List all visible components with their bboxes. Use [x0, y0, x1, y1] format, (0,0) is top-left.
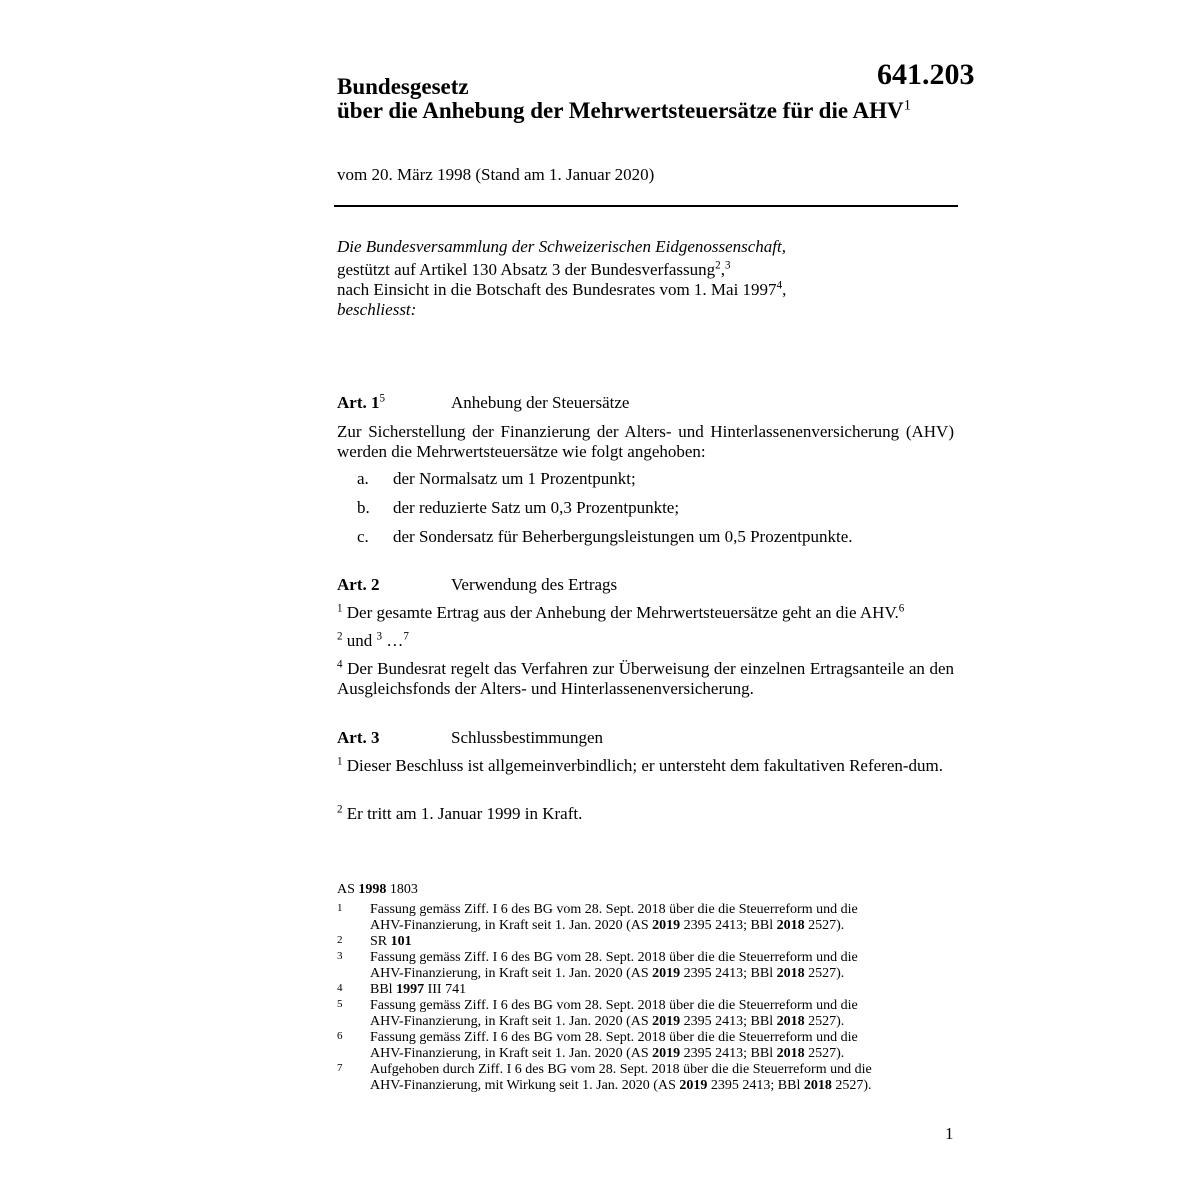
- footnote-6: 6 Fassung gemäss Ziff. I 6 des BG vom 28. Sept. 2018 über die die Steuerreform und die AHV-Finanzierung, in Kraft seit 1. Jan. 2020 (AS 2019 2395 2413; BBl 2018 2527).: [337, 1030, 858, 1061]
- footnote-1: 1 Fassung gemäss Ziff. I 6 des BG vom 28. Sept. 2018 über die die Steuerreform und die AHV-Finanzierung, in Kraft seit 1. Jan. 2020 (AS 2019 2395 2413; BBl 2018 2527).: [337, 902, 858, 933]
- footnote-5: 5 Fassung gemäss Ziff. I 6 des BG vom 28. Sept. 2018 über die die Steuerreform und die AHV-Finanzierung, in Kraft seit 1. Jan. 2020 (AS 2019 2395 2413; BBl 2018 2527).: [337, 998, 858, 1029]
- art-2-para-1: $^1$ Der gesamte Ertrag aus der Anhebung der Mehrwertsteuersätze geht an die AHV.$^6$: [337, 602, 905, 622]
- footnote-ref-5[interactable]: 5: [379, 392, 386, 405]
- footnote-3: 3 Fassung gemäss Ziff. I 6 des BG vom 28. Sept. 2018 über die die Steuerreform und die AHV-Finanzierung, in Kraft seit 1. Jan. 2020 (AS 2019 2395 2413; BBl 2018 2527).: [337, 950, 858, 981]
- preamble-basis: gestützt auf Artikel 130 Absatz 3 der Bundesverfassung$^2$,$^3$: [337, 259, 731, 279]
- art-3-para-2: $^2$ Er tritt am 1. Januar 1999 in Kraft.: [337, 803, 583, 823]
- preamble-assembly: Die Bundesversammlung der Schweizerischen Eidgenossenschaft,: [337, 237, 786, 256]
- law-date: vom 20. März 1998 (Stand am 1. Januar 2020): [337, 165, 655, 184]
- footnote-2: 2 SR 101: [337, 934, 412, 949]
- art-2-title: Verwendung des Ertrags: [451, 575, 618, 594]
- preamble-resolves: beschliesst:: [337, 300, 417, 319]
- art-2-para-4: $^4$ Der Bundesrat regelt das Verfahren zur Überweisung der einzelnen Ertragsanteile an den Ausgleichsfonds der Alters- und Hinterlassenenversicherung.: [337, 658, 954, 698]
- art-1-item-c: c. der Sondersatz für Beherbergungsleistungen um 0,5 Prozentpunkte.: [357, 527, 853, 546]
- footnote-ref-2[interactable]: 2: [715, 259, 721, 272]
- art-1-item-a: a. der Normalsatz um 1 Prozentpunkt;: [357, 469, 636, 488]
- art-2-para-2-3: $^2$ und $^3$ …$^7$: [337, 630, 409, 650]
- art-1-text: Zur Sicherstellung der Finanzierung der Alters- und Hinterlassenenversicherung (AHV) werden die Mehrwertsteuersätze wie folgt angehoben:: [337, 422, 954, 461]
- page-number: 1: [945, 1124, 954, 1143]
- footnote-ref-4[interactable]: 4: [776, 279, 783, 292]
- title-line-2: über die Anhebung der Mehrwertsteuersätze für die AHV$^1$: [337, 97, 912, 123]
- footnote-ref-6[interactable]: 6: [898, 602, 905, 615]
- footnote-ref-3[interactable]: 3: [724, 259, 731, 272]
- art-3-heading: Art. 3 Schlussbestimmungen: [337, 728, 604, 747]
- art-1-title: Anhebung der Steuersätze: [451, 393, 630, 412]
- art-3-para-1: $^1$ Dieser Beschluss ist allgemeinverbindlich; er untersteht dem fakultativen Referen-dum.: [337, 755, 944, 775]
- as-reference: AS 1998 1803: [337, 882, 418, 897]
- header-rule: [334, 205, 958, 207]
- title-line-1: Bundesgesetz: [337, 74, 469, 99]
- art-3-title: Schlussbestimmungen: [451, 728, 604, 747]
- law-title: [337, 75, 911, 123]
- preamble: [337, 237, 786, 320]
- footnote-ref-7[interactable]: 7: [403, 630, 409, 643]
- footnote-7: 7 Aufgehoben durch Ziff. I 6 des BG vom 28. Sept. 2018 über die die Steuerreform und die AHV-Finanzierung, mit Wirkung seit 1. Jan. 2020 (AS 2019 2395 2413; BBl 2018 2527).: [337, 1062, 872, 1093]
- sr-number: 641.203: [877, 58, 975, 91]
- footnote-4: 4 BBl 1997 III 741: [337, 982, 467, 997]
- art-1-item-b: b. der reduzierte Satz um 0,3 Prozentpunkte;: [357, 498, 680, 517]
- art-2-heading: Art. 2 Verwendung des Ertrags: [337, 575, 618, 594]
- title-footnote-ref[interactable]: 1: [903, 97, 912, 114]
- art-1-heading: Art. $1^5$ Anhebung der Steuersätze: [337, 392, 630, 412]
- preamble-message: nach Einsicht in die Botschaft des Bundesrates vom 1. Mai 1997$^4$,: [337, 279, 787, 299]
